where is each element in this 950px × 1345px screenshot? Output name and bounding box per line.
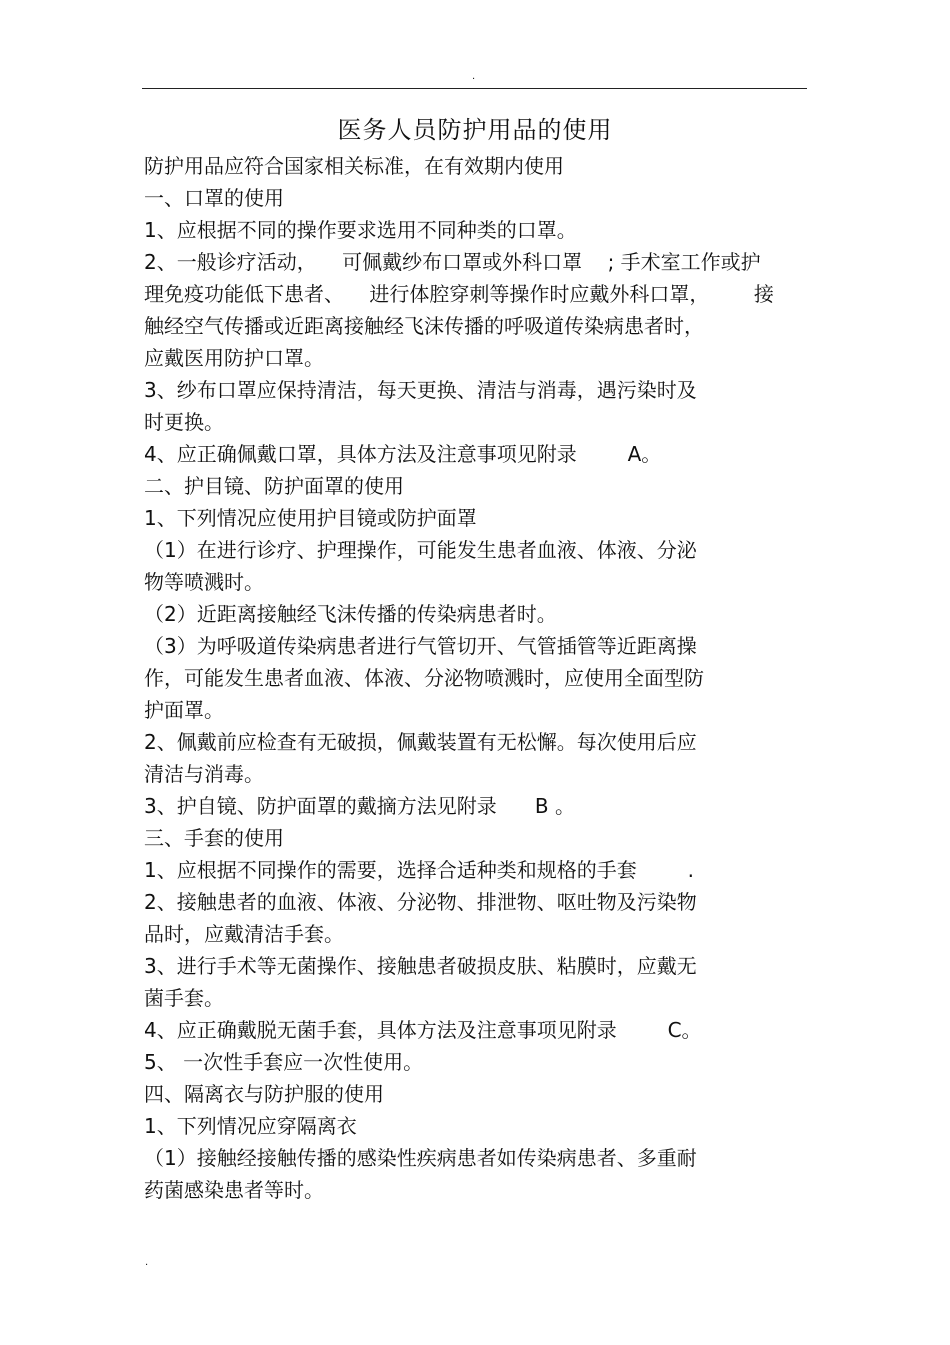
text-line: 1、下列情况应穿隔离衣: [144, 1114, 357, 1138]
document-body: [144, 150, 814, 1206]
header-mark: .: [472, 71, 476, 82]
text-line: 菌手套。: [144, 986, 224, 1010]
text-line: 药菌感染患者等时。: [144, 1178, 324, 1202]
text-line: 1、应根据不同操作的需要，选择合适种类和规格的手套 .: [144, 858, 694, 882]
section-heading-gowns: 四、隔离衣与防护服的使用: [144, 1082, 384, 1106]
footer-mark: .: [145, 1257, 149, 1268]
intro-line: 防护用品应符合国家相关标准，在有效期内使用: [144, 154, 564, 178]
text-line: 品时，应戴清洁手套。: [144, 922, 344, 946]
text-line: 作，可能发生患者血液、体液、分泌物喷溅时，应使用全面型防: [144, 666, 704, 690]
text-line: （2）近距离接触经飞沫传播的传染病患者时。: [144, 602, 557, 626]
text-line: 4、应正确戴脱无菌手套，具体方法及注意事项见附录 C。: [144, 1018, 702, 1042]
text-line: （1）在进行诊疗、护理操作，可能发生患者血液、体液、分泌: [144, 538, 697, 562]
header-rule: [142, 88, 807, 89]
text-line: 5、 一次性手套应一次性使用。: [144, 1050, 424, 1074]
text-line: 4、应正确佩戴口罩，具体方法及注意事项见附录 A。: [144, 442, 662, 466]
text-line: 时更换。: [144, 410, 224, 434]
text-line: 1、应根据不同的操作要求选用不同种类的口罩。: [144, 218, 577, 242]
section-heading-gloves: 三、手套的使用: [144, 826, 284, 850]
document-title: 医务人员防护用品的使用: [337, 116, 613, 144]
text-line: 物等喷溅时。: [144, 570, 264, 594]
text-line: 清洁与消毒。: [144, 762, 264, 786]
text-line: （3）为呼吸道传染病患者进行气管切开、气管插管等近距离操: [144, 634, 697, 658]
text-line: 应戴医用防护口罩。: [144, 346, 324, 370]
text-line: 2、一般诊疗活动， 可佩戴纱布口罩或外科口罩 ; 手术室工作或护: [144, 250, 761, 274]
section-heading-goggles: 二、护目镜、防护面罩的使用: [144, 474, 404, 498]
text-line: 3、纱布口罩应保持清洁，每天更换、清洁与消毒，遇污染时及: [144, 378, 697, 402]
text-line: 2、接触患者的血液、体液、分泌物、排泄物、呕吐物及污染物: [144, 890, 697, 914]
section-heading-masks: 一、口罩的使用: [144, 186, 284, 210]
text-line: 理免疫功能低下患者、 进行体腔穿刺等操作时应戴外科口罩， 接: [144, 282, 774, 306]
text-line: 3、进行手术等无菌操作、接触患者破损皮肤、粘膜时，应戴无: [144, 954, 697, 978]
text-line: 1、下列情况应使用护目镜或防护面罩: [144, 506, 477, 530]
text-line: （1）接触经接触传播的感染性疾病患者如传染病患者、多重耐: [144, 1146, 697, 1170]
text-line: 3、护自镜、防护面罩的戴摘方法见附录 B 。: [144, 794, 575, 818]
text-line: 触经空气传播或近距离接触经飞沫传播的呼吸道传染病患者时，: [144, 314, 704, 338]
text-line: 护面罩。: [144, 698, 224, 722]
text-line: 2、佩戴前应检查有无破损，佩戴装置有无松懈。每次使用后应: [144, 730, 697, 754]
